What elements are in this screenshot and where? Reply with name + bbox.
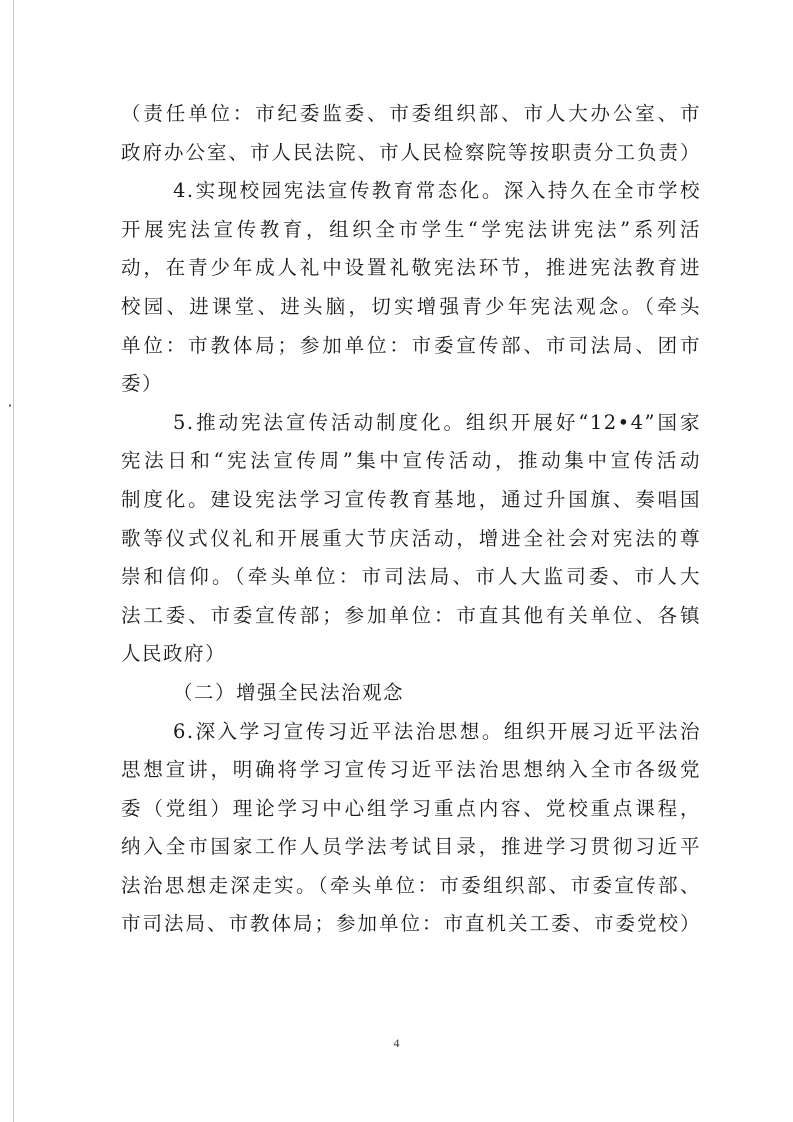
item-5-line-4: 歌等仪式仪礼和开展重大节庆活动，增进全社会对宪法的尊 bbox=[121, 526, 701, 550]
item-4-line-6: 委） bbox=[121, 372, 164, 396]
page-number: 4 bbox=[393, 1036, 400, 1050]
item-4-line-3: 动，在青少年成人礼中设置礼敬宪法环节，推进宪法教育进 bbox=[121, 256, 701, 280]
scan-edge-line bbox=[13, 0, 14, 1122]
item-4-line-1: 4.实现校园宪法宣传教育常态化。深入持久在全市学校 bbox=[173, 179, 701, 203]
item-6-line-3: 委（党组）理论学习中心组学习重点内容、党校重点课程， bbox=[121, 796, 701, 820]
item-5-line-1: 5.推动宪法宣传活动制度化。组织开展好“12•4”国家 bbox=[173, 410, 701, 434]
item-4-line-2: 开展宪法宣传教育，组织全市学生“学宪法讲宪法”系列活 bbox=[121, 217, 701, 241]
item-5-line-3: 制度化。建设宪法学习宣传教育基地，通过升国旗、奏唱国 bbox=[121, 487, 701, 511]
item-6-line-1: 6.深入学习宣传习近平法治思想。组织开展习近平法治 bbox=[173, 719, 701, 743]
item-4-line-5: 单位：市教体局；参加单位：市委宣传部、市司法局、团市 bbox=[121, 333, 701, 357]
item-5-line-7: 人民政府） bbox=[121, 642, 227, 666]
item-6-line-5: 法治思想走深走实。（牵头单位：市委组织部、市委宣传部、 bbox=[121, 873, 701, 897]
item-4-line-4: 校园、进课堂、进头脑，切实增强青少年宪法观念。（牵头 bbox=[121, 294, 701, 318]
section-heading: （二）增强全民法治观念 bbox=[173, 680, 405, 704]
item-6-line-2: 思想宣讲，明确将学习宣传习近平法治思想纳入全市各级党 bbox=[121, 758, 701, 782]
item-5-line-5: 崇和信仰。（牵头单位：市司法局、市人大监司委、市人大 bbox=[121, 565, 701, 589]
scan-speck bbox=[9, 404, 11, 407]
responsibility-note-line-1: （责任单位：市纪委监委、市委组织部、市人大办公室、市 bbox=[121, 102, 701, 125]
responsibility-note-line-2: 政府办公室、市人民法院、市人民检察院等按职责分工负责） bbox=[121, 140, 701, 164]
item-5-line-6: 法工委、市委宣传部；参加单位：市直其他有关单位、各镇 bbox=[121, 603, 701, 627]
item-6-line-4: 纳入全市国家工作人员学法考试目录，推进学习贯彻习近平 bbox=[121, 835, 701, 859]
document-body bbox=[121, 95, 701, 944]
item-6-line-6: 市司法局、市教体局；参加单位：市直机关工委、市委党校） bbox=[121, 912, 701, 936]
item-5-line-2: 宪法日和“宪法宣传周”集中宣传活动，推动集中宣传活动 bbox=[121, 449, 701, 473]
